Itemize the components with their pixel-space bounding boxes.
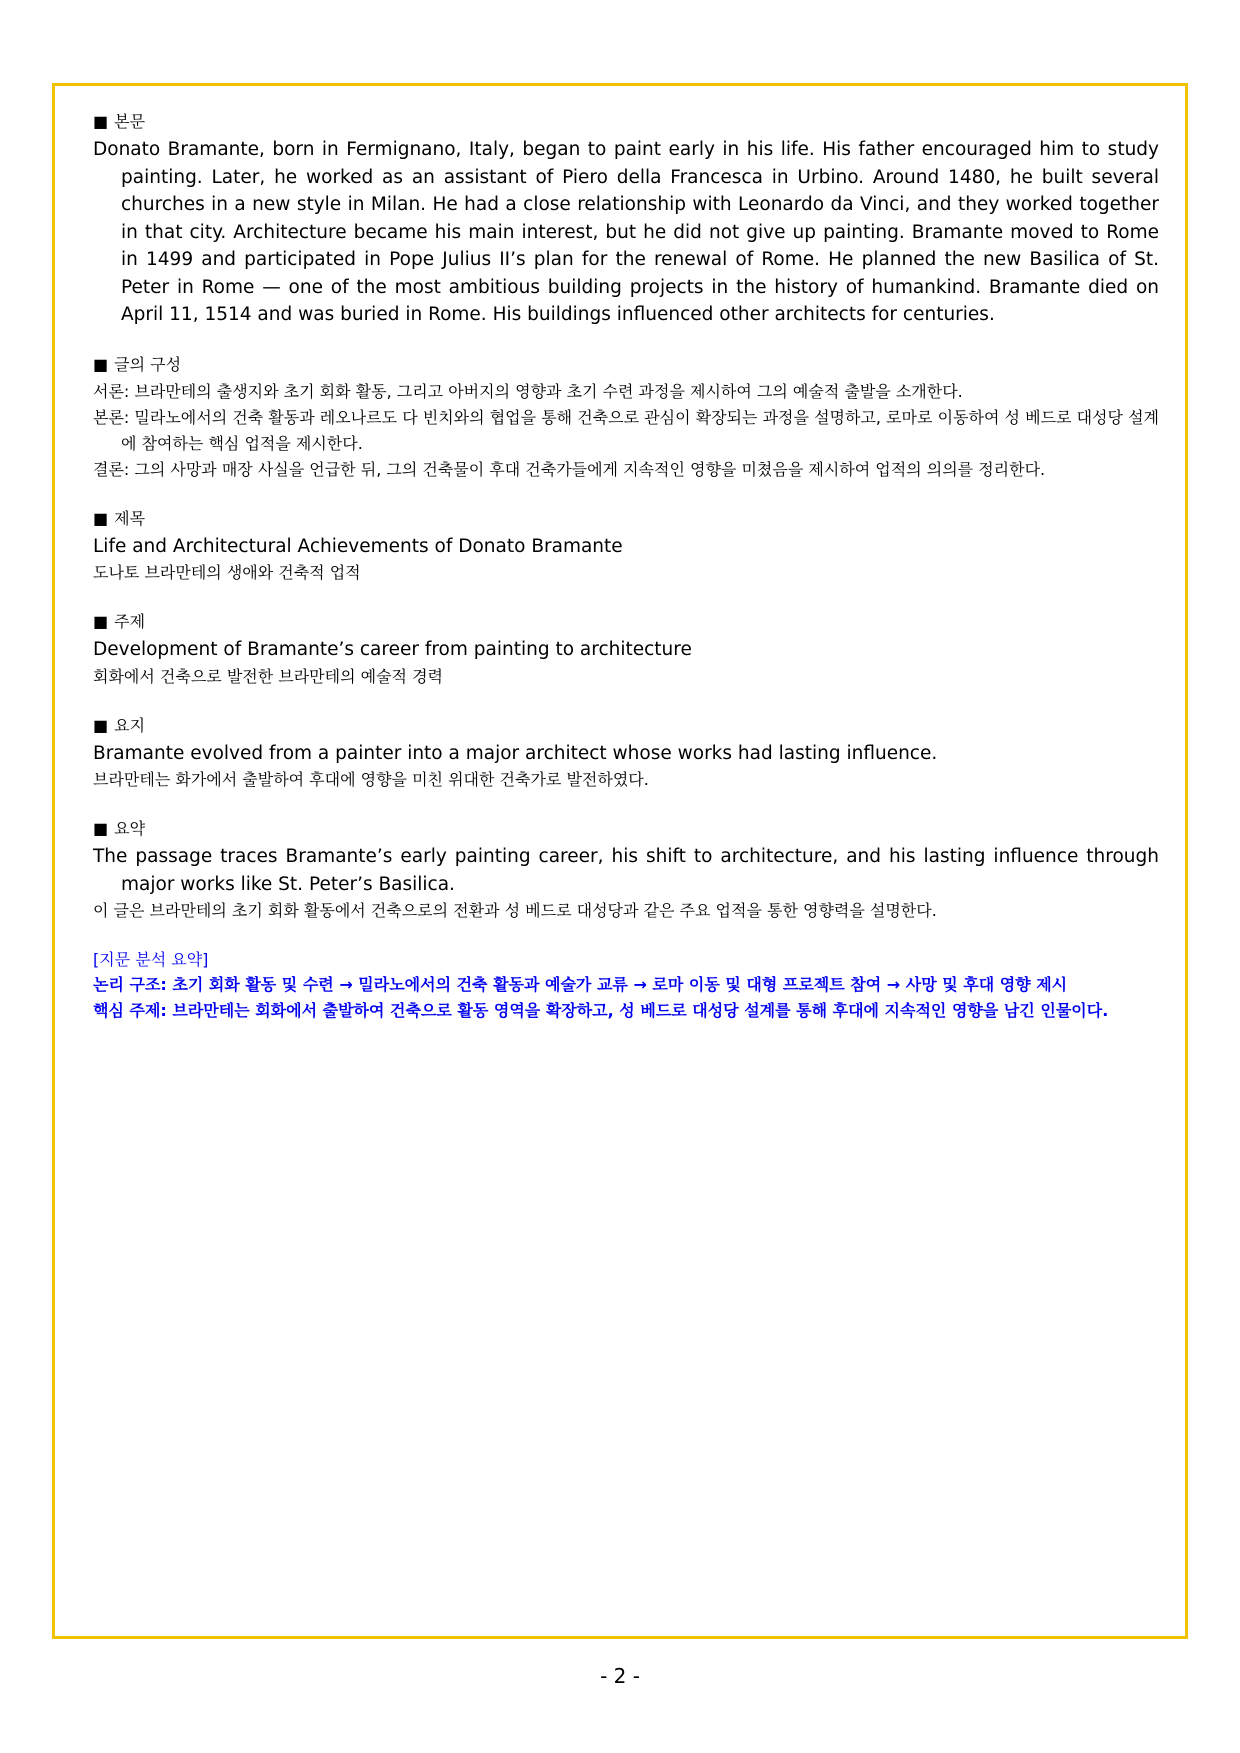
section-analysis xyxy=(93,950,1159,1024)
title-korean: 도나토 브라만테의 생애와 건축적 업적 xyxy=(93,563,361,582)
section-title xyxy=(93,509,1159,587)
section-heading: ■ 요약 xyxy=(93,819,146,838)
section-heading: ■ 주제 xyxy=(93,612,146,631)
summary-korean: 이 글은 브라만테의 초기 회화 활동에서 건축으로의 전환과 성 베드로 대성당과 같은 주요 업적을 통한 영향력을 설명한다. xyxy=(93,901,937,920)
analysis-core-theme: 핵심 주제: 브라만테는 회화에서 출발하여 건축으로 활동 영역을 확장하고, 성 베드로 대성당 설계를 통해 후대에 지속적인 영향을 남긴 인물이다. xyxy=(93,1001,1109,1020)
theme-korean: 회화에서 건축으로 발전한 브라만테의 예술적 경력 xyxy=(93,666,444,686)
document-content xyxy=(93,112,1159,1050)
section-summary xyxy=(93,819,1159,924)
section-theme xyxy=(93,612,1159,690)
gist-korean: 브라만테는 화가에서 출발하여 후대에 영향을 미친 위대한 건축가로 발전하였다. xyxy=(93,770,649,789)
section-heading: ■ 글의 구성 xyxy=(93,354,182,374)
square-bullet-icon: ■ xyxy=(93,612,109,631)
title-english: Life and Architectural Achievements of Donato Bramante xyxy=(93,535,623,557)
square-bullet-icon: ■ xyxy=(93,354,109,374)
square-bullet-icon: ■ xyxy=(93,819,109,838)
section-body xyxy=(93,112,1159,329)
section-structure xyxy=(93,355,1159,483)
analysis-heading: [지문 분석 요약] xyxy=(93,950,209,969)
section-heading: ■ 제목 xyxy=(93,508,146,528)
body-paragraph: Donato Bramante, born in Fermignano, Italy, began to paint early in his life. His father encouraged him to study painting. Later, he worked as an assistant of Piero della Francesca in Urbino. Around 1480, he built several churches in a new style in Milan. He had a close relationship with Leonardo da Vinci, and they worked together in that city. Architecture became his main interest, but he did not give up painting. Bramante moved to Rome in 1499 and participated in Pope Julius II’s plan for the renewal of Rome. He planned the new Basilica of St. Peter in Rome — one of the most ambitious building projects in the history of humankind. Bramante died on April 11, 1514 and was buried in Rome. His buildings influenced other architects for centuries. xyxy=(93,139,1159,325)
page-number: - 2 - xyxy=(600,1664,640,1688)
summary-english: The passage traces Bramante’s early painting career, his shift to architecture, and his lasting influence through major works like St. Peter’s Basilica. xyxy=(93,846,1159,895)
structure-body: 본론: 밀라노에서의 건축 활동과 레오나르도 다 빈치와의 협업을 통해 건축으로 관심이 확장되는 과정을 설명하고, 로마로 이동하여 성 베드로 대성당 설계에 참여하는 핵심 업적을 제시한다. xyxy=(93,407,1159,453)
section-gist xyxy=(93,716,1159,794)
structure-intro: 서론: 브라만테의 출생지와 초기 회화 활동, 그리고 아버지의 영향과 초기 수련 과정을 제시하여 그의 예술적 출발을 소개한다. xyxy=(93,381,963,401)
square-bullet-icon: ■ xyxy=(93,715,109,735)
gist-english: Bramante evolved from a painter into a major architect whose works had lasting influence. xyxy=(93,742,938,764)
section-heading: ■ 요지 xyxy=(93,715,146,735)
square-bullet-icon: ■ xyxy=(93,508,109,528)
analysis-logic-structure: 논리 구조: 초기 회화 활동 및 수련 → 밀라노에서의 건축 활동과 예술가 교류 → 로마 이동 및 대형 프로젝트 참여 → 사망 및 후대 영향 제시 xyxy=(93,975,1068,994)
theme-english: Development of Bramante’s career from painting to architecture xyxy=(93,639,692,660)
structure-conclusion: 결론: 그의 사망과 매장 사실을 언급한 뒤, 그의 건축물이 후대 건축가들에게 지속적인 영향을 미쳤음을 제시하여 업적의 의의를 정리한다. xyxy=(93,459,1046,479)
square-bullet-icon: ■ xyxy=(93,112,109,131)
section-heading: ■ 본문 xyxy=(93,112,146,131)
